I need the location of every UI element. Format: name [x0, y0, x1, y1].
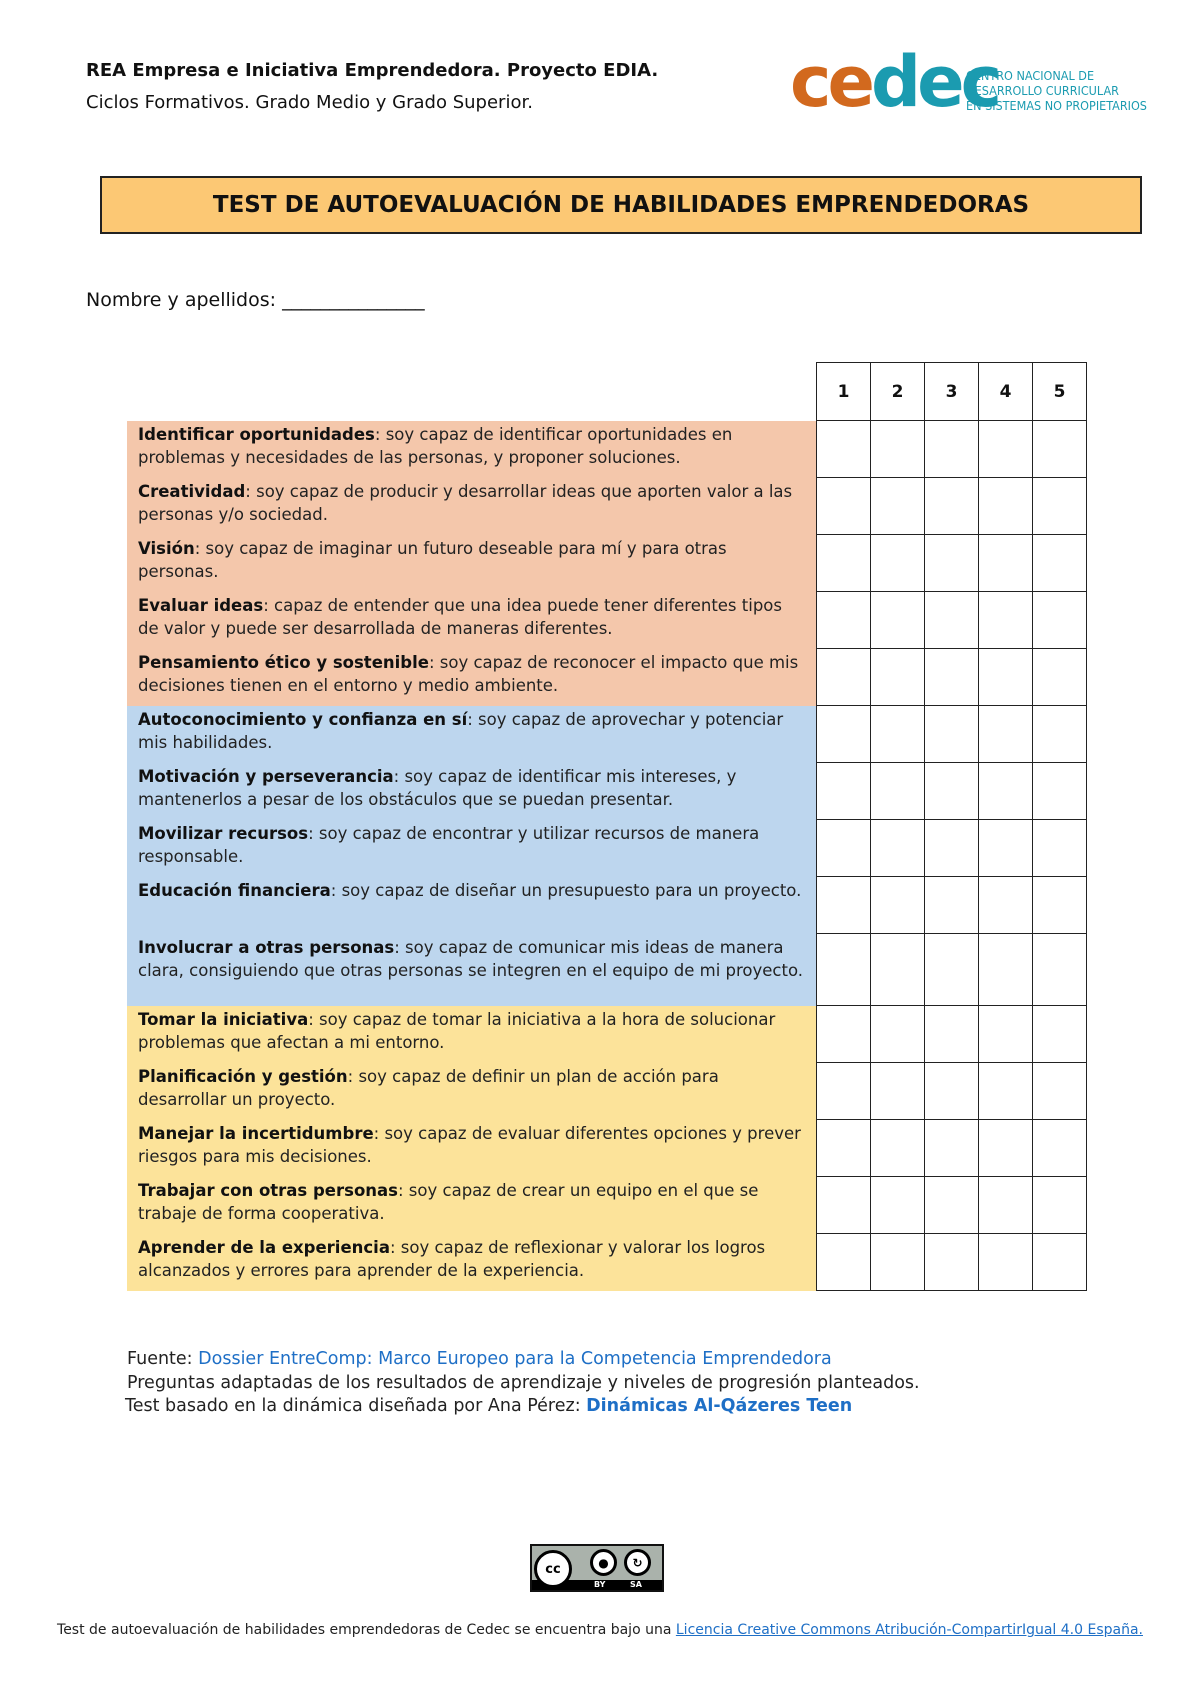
- skill-description: : soy capaz de producir y desarrollar ideas que aporten valor a las personas y/o sociedad.: [138, 482, 793, 524]
- header-project-title: REA Empresa e Iniciativa Emprendedora. Proyecto EDIA.: [86, 60, 659, 81]
- rating-cell-2[interactable]: [871, 1177, 925, 1234]
- rating-cell-3[interactable]: [925, 1234, 979, 1291]
- rating-row: [817, 1120, 1087, 1177]
- cc-by-sa-badge[interactable]: [530, 1544, 664, 1592]
- rating-cell-5[interactable]: [1033, 1006, 1087, 1063]
- rating-cell-3[interactable]: [925, 934, 979, 1006]
- rating-cell-5[interactable]: [1033, 421, 1087, 478]
- rating-row: [817, 706, 1087, 763]
- rating-cell-2[interactable]: [871, 649, 925, 706]
- name-field-label: Nombre y apellidos: _______________: [86, 289, 425, 311]
- rating-row: [817, 820, 1087, 877]
- skill-item: [127, 1234, 816, 1291]
- rating-cell-5[interactable]: [1033, 1177, 1087, 1234]
- rating-cell-2[interactable]: [871, 421, 925, 478]
- rating-cell-2[interactable]: [871, 706, 925, 763]
- skill-description: : soy capaz de evaluar diferentes opciones y prever riesgos para mis decisiones.: [138, 1124, 801, 1166]
- cc-icon: cc: [534, 1550, 572, 1588]
- rating-cell-1[interactable]: [817, 763, 871, 820]
- skill-name: Evaluar ideas: [138, 596, 264, 615]
- rating-row: [817, 1234, 1087, 1291]
- skill-item: [127, 421, 816, 478]
- rating-row: [817, 1177, 1087, 1234]
- rating-cell-3[interactable]: [925, 1006, 979, 1063]
- rating-cell-3[interactable]: [925, 535, 979, 592]
- rating-cell-2[interactable]: [871, 592, 925, 649]
- rating-cell-4[interactable]: [979, 934, 1033, 1006]
- rating-cell-5[interactable]: [1033, 1063, 1087, 1120]
- share-alike-icon: ↻: [624, 1549, 651, 1576]
- license-link[interactable]: Licencia Creative Commons Atribución-CompartirIgual 4.0 España.: [675, 1622, 1143, 1638]
- entrecomp-link[interactable]: Dossier EntreComp: Marco Europeo para la Competencia Emprendedora: [198, 1349, 832, 1369]
- scale-header-2: 2: [871, 362, 925, 421]
- rating-cell-4[interactable]: [979, 763, 1033, 820]
- skill-description: : soy capaz de comunicar mis ideas de manera clara, consiguiendo que otras personas se integren en el equipo de mi proyecto.: [138, 938, 804, 980]
- cedec-logo: [790, 41, 1170, 123]
- rating-cell-1[interactable]: [817, 934, 871, 1006]
- skill-item: [127, 877, 816, 934]
- skill-description: : soy capaz de aprovechar y potenciar mis habilidades.: [138, 710, 784, 752]
- skill-description: : soy capaz de tomar la iniciativa a la hora de solucionar problemas que afectan a mi entorno.: [138, 1010, 776, 1052]
- skill-description: : soy capaz de crear un equipo en el que se trabaje de forma cooperativa.: [138, 1181, 759, 1223]
- rating-cell-1[interactable]: [817, 877, 871, 934]
- rating-cell-5[interactable]: [1033, 478, 1087, 535]
- rating-cell-1[interactable]: [817, 1177, 871, 1234]
- rating-cell-5[interactable]: [1033, 877, 1087, 934]
- skill-name: Aprender de la experiencia: [138, 1238, 390, 1257]
- rating-cell-2[interactable]: [871, 1063, 925, 1120]
- rating-cell-5[interactable]: [1033, 763, 1087, 820]
- rating-cell-4[interactable]: [979, 1177, 1033, 1234]
- rating-cell-4[interactable]: [979, 1234, 1033, 1291]
- skill-description: : soy capaz de identificar mis intereses, y mantenerlos a pesar de los obstáculos que se puedan presentar.: [138, 767, 737, 809]
- skill-item: [127, 1063, 816, 1120]
- rating-cell-5[interactable]: [1033, 535, 1087, 592]
- skill-name: Educación financiera: [138, 881, 331, 900]
- skill-item: [127, 1006, 816, 1063]
- skill-name: Manejar la incertidumbre: [138, 1124, 374, 1143]
- skill-name: Pensamiento ético y sostenible: [138, 653, 429, 672]
- rating-cell-4[interactable]: [979, 877, 1033, 934]
- rating-cell-5[interactable]: [1033, 1234, 1087, 1291]
- rating-cell-1[interactable]: [817, 421, 871, 478]
- skill-description: : soy capaz de definir un plan de acción para desarrollar un proyecto.: [138, 1067, 719, 1109]
- rating-cell-3[interactable]: [925, 478, 979, 535]
- rating-cell-5[interactable]: [1033, 706, 1087, 763]
- skill-item: [127, 1120, 816, 1177]
- skill-description: : soy capaz de imaginar un futuro deseable para mí y para otras personas.: [138, 539, 727, 581]
- skill-name: Autoconocimiento y confianza en sí: [138, 710, 468, 729]
- rating-cell-4[interactable]: [979, 649, 1033, 706]
- skill-name: Trabajar con otras personas: [138, 1181, 398, 1200]
- skill-name: Involucrar a otras personas: [138, 938, 395, 957]
- rating-cell-4[interactable]: [979, 592, 1033, 649]
- rating-cell-4[interactable]: [979, 1120, 1033, 1177]
- skill-name: Visión: [138, 539, 195, 558]
- test-title-box: [100, 176, 1142, 234]
- rating-cell-3[interactable]: [925, 592, 979, 649]
- rating-cell-1[interactable]: [817, 1006, 871, 1063]
- attribution-person-icon: ●: [590, 1549, 617, 1576]
- cc-sa-label: SA: [630, 1580, 642, 1589]
- rating-row: [817, 1063, 1087, 1120]
- skill-description: : soy capaz de diseñar un presupuesto para un proyecto.: [330, 881, 802, 900]
- rating-cell-2[interactable]: [871, 1006, 925, 1063]
- rating-cell-4[interactable]: [979, 706, 1033, 763]
- skill-item: [127, 1177, 816, 1234]
- rating-cell-1[interactable]: [817, 592, 871, 649]
- rating-cell-4[interactable]: [979, 1063, 1033, 1120]
- skill-name: Movilizar recursos: [138, 824, 309, 843]
- rating-row: [817, 763, 1087, 820]
- scale-header-5: 5: [1033, 362, 1087, 421]
- rating-cell-1[interactable]: [817, 478, 871, 535]
- rating-cell-4[interactable]: [979, 820, 1033, 877]
- scale-header-3: 3: [925, 362, 979, 421]
- license-footer: Test de autoevaluación de habilidades emprendedoras de Cedec se encuentra bajo una Licencia Creative Commons Atribución-CompartirIgual 4.0 España.: [57, 1622, 1143, 1638]
- rating-row: [817, 1006, 1087, 1063]
- rating-cell-2[interactable]: [871, 535, 925, 592]
- skill-description: : soy capaz de encontrar y utilizar recursos de manera responsable.: [138, 824, 760, 866]
- header-course-levels: Ciclos Formativos. Grado Medio y Grado Superior.: [86, 92, 533, 113]
- rating-cell-2[interactable]: [871, 1120, 925, 1177]
- cedec-logo-wordmark: cedec: [790, 41, 999, 123]
- skill-item: [127, 820, 816, 877]
- rating-row: [817, 535, 1087, 592]
- cc-by-label: BY: [594, 1580, 606, 1589]
- rating-grid: [816, 362, 1087, 1291]
- rating-row: [817, 592, 1087, 649]
- cedec-logo-subtitle: CENTRO NACIONAL DE DESARROLLO CURRICULAR EN SISTEMAS NO PROPIETARIOS: [966, 68, 1147, 113]
- skill-item: [127, 478, 816, 535]
- skill-item: [127, 763, 816, 820]
- rating-cell-1[interactable]: [817, 706, 871, 763]
- rating-cell-5[interactable]: [1033, 649, 1087, 706]
- rating-cell-5[interactable]: [1033, 592, 1087, 649]
- rating-cell-3[interactable]: [925, 1063, 979, 1120]
- skill-name: Identificar oportunidades: [138, 425, 375, 444]
- skill-item: [127, 592, 816, 649]
- rating-cell-3[interactable]: [925, 820, 979, 877]
- rating-cell-3[interactable]: [925, 1120, 979, 1177]
- skill-description: : soy capaz de reconocer el impacto que mis decisiones tienen en el entorno y medio ambiente.: [138, 653, 799, 695]
- rating-row: [817, 934, 1087, 1006]
- rating-cell-3[interactable]: [925, 763, 979, 820]
- skill-description: : capaz de entender que una idea puede tener diferentes tipos de valor y puede ser desarrollada de maneras diferentes.: [138, 596, 782, 638]
- rating-row: [817, 478, 1087, 535]
- rating-cell-2[interactable]: [871, 820, 925, 877]
- rating-cell-1[interactable]: [817, 820, 871, 877]
- skill-name: Tomar la iniciativa: [138, 1010, 309, 1029]
- rating-cell-4[interactable]: [979, 535, 1033, 592]
- rating-row: [817, 421, 1087, 478]
- rating-row: [817, 649, 1087, 706]
- rating-rows: [817, 421, 1087, 1291]
- rating-cell-2[interactable]: [871, 877, 925, 934]
- skill-description: : soy capaz de identificar oportunidades en problemas y necesidades de las personas, y proponer soluciones.: [138, 425, 733, 467]
- alqazeres-link[interactable]: Dinámicas Al-Qázeres Teen: [586, 1396, 853, 1416]
- rating-cell-3[interactable]: [925, 421, 979, 478]
- rating-cell-4[interactable]: [979, 1006, 1033, 1063]
- rating-scale-header: [817, 362, 1087, 421]
- rating-cell-2[interactable]: [871, 763, 925, 820]
- skill-item: [127, 649, 816, 706]
- skill-item: [127, 535, 816, 592]
- skill-name: Motivación y perseverancia: [138, 767, 394, 786]
- source-line: Fuente: Dossier EntreComp: Marco Europeo para la Competencia Emprendedora: [127, 1349, 832, 1369]
- rating-cell-5[interactable]: [1033, 934, 1087, 1006]
- rating-cell-1[interactable]: [817, 1063, 871, 1120]
- skill-name: Planificación y gestión: [138, 1067, 348, 1086]
- rating-cell-1[interactable]: [817, 1120, 871, 1177]
- scale-header-1: 1: [817, 362, 871, 421]
- skill-name: Creatividad: [138, 482, 246, 501]
- questions-note: Preguntas adaptadas de los resultados de aprendizaje y niveles de progresión planteados.: [127, 1373, 920, 1393]
- test-credit-line: Test basado en la dinámica diseñada por Ana Pérez: Dinámicas Al-Qázeres Teen: [125, 1396, 853, 1416]
- rating-cell-4[interactable]: [979, 478, 1033, 535]
- rating-cell-2[interactable]: [871, 934, 925, 1006]
- rating-cell-1[interactable]: [817, 649, 871, 706]
- rating-cell-4[interactable]: [979, 421, 1033, 478]
- rating-cell-3[interactable]: [925, 649, 979, 706]
- rating-cell-3[interactable]: [925, 1177, 979, 1234]
- rating-cell-2[interactable]: [871, 1234, 925, 1291]
- skills-list: [127, 421, 816, 1291]
- rating-cell-1[interactable]: [817, 1234, 871, 1291]
- test-title: TEST DE AUTOEVALUACIÓN DE HABILIDADES EMPRENDEDORAS: [212, 192, 1030, 218]
- rating-cell-1[interactable]: [817, 535, 871, 592]
- rating-cell-3[interactable]: [925, 877, 979, 934]
- skill-item: [127, 934, 816, 1006]
- skill-item: [127, 706, 816, 763]
- rating-cell-5[interactable]: [1033, 820, 1087, 877]
- rating-row: [817, 877, 1087, 934]
- rating-cell-3[interactable]: [925, 706, 979, 763]
- scale-header-4: 4: [979, 362, 1033, 421]
- rating-cell-5[interactable]: [1033, 1120, 1087, 1177]
- skill-description: : soy capaz de reflexionar y valorar los logros alcanzados y errores para aprender de la experiencia.: [138, 1238, 766, 1280]
- rating-cell-2[interactable]: [871, 478, 925, 535]
